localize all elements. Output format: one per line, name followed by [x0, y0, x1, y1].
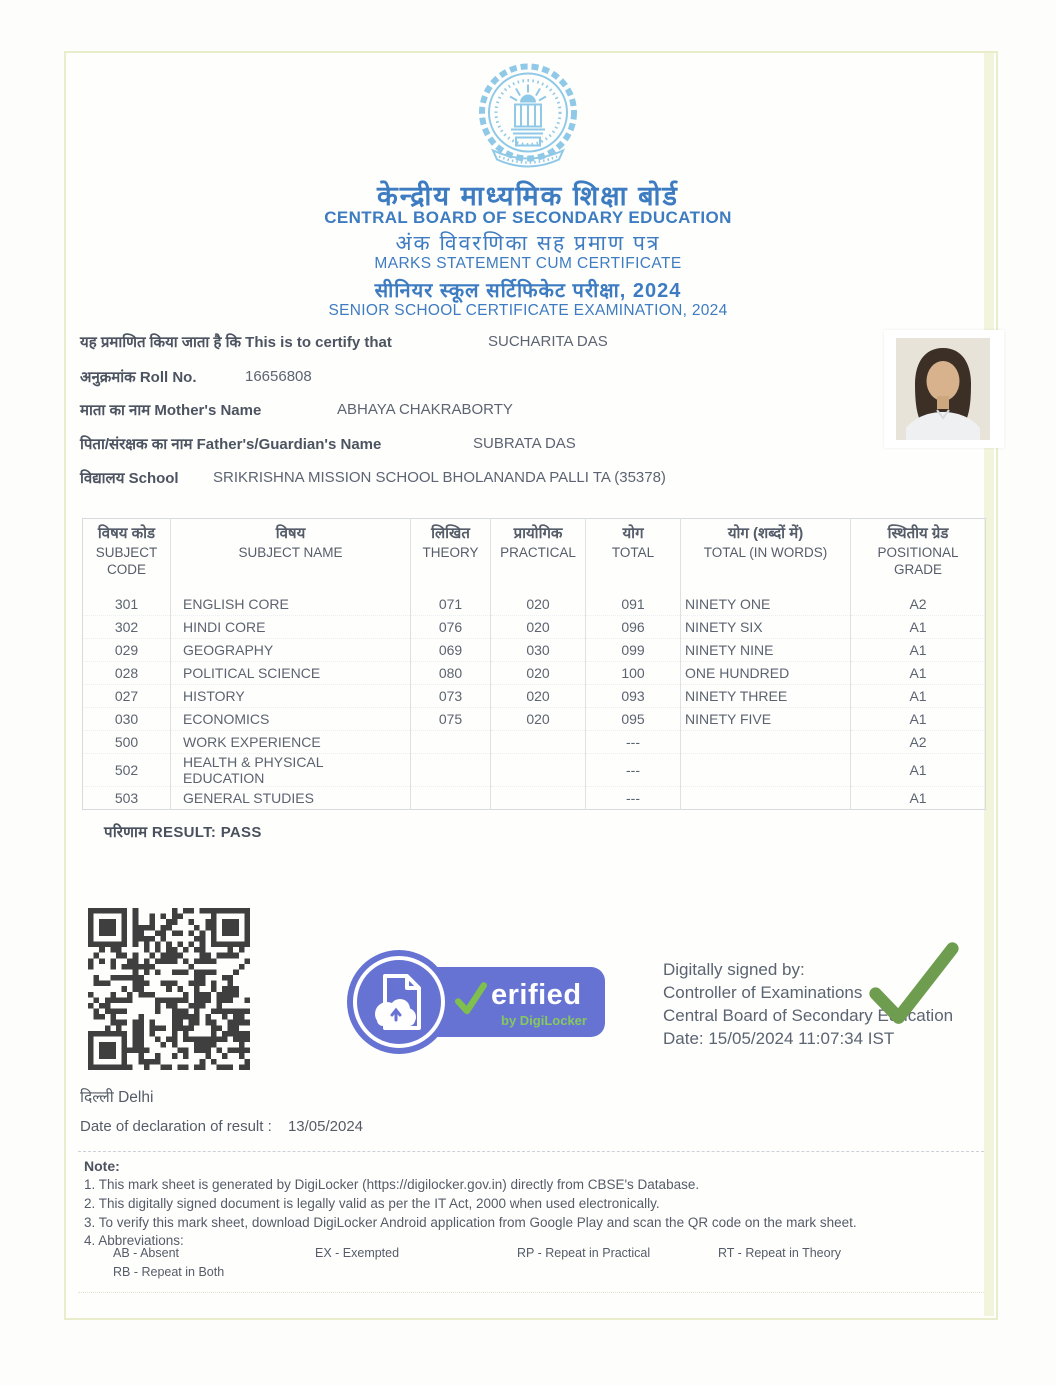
- father-name-label: पिता/संरक्षक का नाम Father's/Guardian's Name: [80, 436, 382, 453]
- cell-practical: 020: [491, 662, 586, 685]
- cell-words: NINETY THREE: [681, 685, 851, 708]
- table-row: [83, 685, 986, 708]
- mother-name-label: माता का नाम Mother's Name: [80, 402, 262, 419]
- verified-check-icon: [455, 982, 487, 1016]
- cell-name: WORK EXPERIENCE: [171, 731, 411, 754]
- cell-code: 028: [83, 662, 171, 685]
- cell-name: GEOGRAPHY: [171, 639, 411, 662]
- table-row: [83, 787, 986, 810]
- signature-date: Date: 15/05/2024 11:07:34 IST: [663, 1029, 895, 1048]
- header-subject-name: विषय SUBJECT NAME: [171, 519, 411, 594]
- cell-total: 091: [586, 593, 681, 616]
- cell-words: ONE HUNDRED: [681, 662, 851, 685]
- cell-practical: [491, 731, 586, 754]
- table-row: [83, 662, 986, 685]
- roll-no-value: 16656808: [245, 368, 312, 385]
- cell-words: NINETY FIVE: [681, 708, 851, 731]
- cell-code: 029: [83, 639, 171, 662]
- certify-label: यह प्रमाणित किया जाता है कि This is to certify that: [80, 334, 392, 351]
- signature-check-icon: [866, 940, 962, 1030]
- declaration-date: 13/05/2024: [287, 1118, 364, 1135]
- cell-grade: A1: [851, 708, 986, 731]
- place-line: दिल्ली Delhi: [80, 1089, 154, 1106]
- cell-name: HINDI CORE: [171, 616, 411, 639]
- cell-name: HISTORY: [171, 685, 411, 708]
- cell-code: 502: [83, 754, 171, 787]
- cell-grade: A1: [851, 616, 986, 639]
- table-row: [83, 754, 986, 787]
- cell-code: 301: [83, 593, 171, 616]
- cell-name: HEALTH & PHYSICAL EDUCATION: [171, 754, 411, 787]
- declaration-line: [80, 1118, 363, 1135]
- cell-practical: [491, 787, 586, 810]
- father-name-value: SUBRATA DAS: [473, 435, 576, 452]
- cell-theory: 076: [411, 616, 491, 639]
- cell-total: ---: [586, 731, 681, 754]
- cell-words: [681, 787, 851, 810]
- signer-organization: Central Board of Secondary Education: [663, 1006, 954, 1025]
- cell-grade: A2: [851, 593, 986, 616]
- student-photo-image: [896, 338, 990, 440]
- note-item-3: 3. To verify this mark sheet, download DigiLocker Android application from Google Play and scan the QR code on the mark sheet.: [84, 1215, 857, 1230]
- cell-total: 099: [586, 639, 681, 662]
- cell-practical: 020: [491, 593, 586, 616]
- marks-table: [82, 518, 986, 810]
- cell-code: 030: [83, 708, 171, 731]
- note-item-4: 4. Abbreviations:: [84, 1233, 184, 1248]
- note-item-1: 1. This mark sheet is generated by DigiLocker (https://digilocker.gov.in) directly from CBSE's Database.: [84, 1177, 700, 1192]
- cell-name: GENERAL STUDIES: [171, 787, 411, 810]
- cell-total: 096: [586, 616, 681, 639]
- note-divider: [78, 1151, 984, 1152]
- cell-words: NINETY ONE: [681, 593, 851, 616]
- cell-grade: A1: [851, 787, 986, 810]
- cell-practical: 020: [491, 708, 586, 731]
- cell-code: 503: [83, 787, 171, 810]
- cell-words: [681, 754, 851, 787]
- student-name: SUCHARITA DAS: [488, 333, 608, 350]
- school-label: विद्यालय School: [80, 470, 179, 487]
- cell-grade: A1: [851, 685, 986, 708]
- cell-code: 027: [83, 685, 171, 708]
- roll-no-label: अनुक्रमांक Roll No.: [80, 369, 197, 386]
- cell-theory: [411, 787, 491, 810]
- cell-practical: [491, 754, 586, 787]
- cell-theory: 069: [411, 639, 491, 662]
- cell-words: [681, 731, 851, 754]
- cell-theory: 071: [411, 593, 491, 616]
- cell-theory: 075: [411, 708, 491, 731]
- header-subject-code: विषय कोड SUBJECT CODE: [95, 525, 158, 577]
- cell-name: POLITICAL SCIENCE: [171, 662, 411, 685]
- cell-words: NINETY NINE: [681, 639, 851, 662]
- by-digilocker-text: by DigiLocker: [501, 1013, 587, 1028]
- cell-theory: 080: [411, 662, 491, 685]
- board-name-hindi: केन्द्रीय माध्यमिक शिक्षा बोर्ड: [377, 181, 679, 211]
- cell-practical: 030: [491, 639, 586, 662]
- digilocker-document-cloud-icon: [347, 950, 451, 1054]
- abbr-ex: EX - Exempted: [315, 1246, 400, 1260]
- cell-code: 302: [83, 616, 171, 639]
- table-row: [83, 639, 986, 662]
- marks-table-body: [83, 593, 986, 810]
- table-row: [83, 593, 986, 616]
- table-row: [83, 731, 986, 754]
- cbse-logo-icon: [463, 62, 593, 178]
- cell-theory: [411, 754, 491, 787]
- doc-title-hindi: अंक विवरणिका सह प्रमाण पत्र: [395, 232, 661, 255]
- cell-theory: [411, 731, 491, 754]
- signer-name: Controller of Examinations: [663, 983, 863, 1002]
- verified-text: erified: [491, 979, 582, 1011]
- school-name-value: SRIKRISHNA MISSION SCHOOL BHOLANANDA PALLI TA (35378): [213, 469, 666, 486]
- cell-grade: A1: [851, 754, 986, 787]
- qr-code: [88, 908, 250, 1070]
- mother-name-value: ABHAYA CHAKRABORTY: [337, 401, 513, 418]
- cell-total: ---: [586, 787, 681, 810]
- header-positional-grade: स्थितीय ग्रेड POSITIONAL GRADE: [851, 519, 986, 594]
- header-practical: प्रायोगिक PRACTICAL: [491, 519, 586, 594]
- cell-words: NINETY SIX: [681, 616, 851, 639]
- abbr-rb: RB - Repeat in Both: [113, 1265, 225, 1279]
- cell-total: 100: [586, 662, 681, 685]
- cell-code: 500: [83, 731, 171, 754]
- digilocker-verified-badge: [347, 950, 605, 1054]
- signed-by-label: Digitally signed by:: [663, 960, 805, 979]
- cell-total: 095: [586, 708, 681, 731]
- abbr-ab: AB - Absent: [113, 1246, 180, 1260]
- cell-practical: 020: [491, 616, 586, 639]
- board-name-english: CENTRAL BOARD OF SECONDARY EDUCATION: [324, 208, 732, 227]
- header-total-in-words: योग (शब्दों में) TOTAL (IN WORDS): [681, 519, 851, 594]
- cell-grade: A1: [851, 639, 986, 662]
- cell-grade: A2: [851, 731, 986, 754]
- cell-total: 093: [586, 685, 681, 708]
- bottom-scan-line: [78, 1292, 984, 1293]
- note-item-2: 2. This digitally signed document is legally valid as per the IT Act, 2000 when used electronically.: [84, 1196, 660, 1211]
- header-total: योग TOTAL: [586, 519, 681, 594]
- exam-title-hindi: सीनियर स्कूल सर्टिफिकेट परीक्षा, 2024: [374, 280, 682, 302]
- abbr-rt: RT - Repeat in Theory: [718, 1246, 841, 1260]
- cell-theory: 073: [411, 685, 491, 708]
- table-row: [83, 708, 986, 731]
- cell-name: ENGLISH CORE: [171, 593, 411, 616]
- header-theory: लिखित THEORY: [411, 519, 491, 594]
- cell-grade: A1: [851, 662, 986, 685]
- student-photo: [884, 330, 1004, 448]
- cell-total: ---: [586, 754, 681, 787]
- exam-title-english: SENIOR SCHOOL CERTIFICATE EXAMINATION, 2024: [328, 302, 728, 319]
- cell-practical: 020: [491, 685, 586, 708]
- declaration-label: Date of declaration of result :: [80, 1118, 272, 1135]
- note-title: Note:: [84, 1158, 120, 1174]
- abbr-rp: RP - Repeat in Practical: [517, 1246, 651, 1260]
- marks-table-header-row: [83, 519, 986, 594]
- cell-name: ECONOMICS: [171, 708, 411, 731]
- result-line: परिणाम RESULT: PASS: [104, 824, 262, 841]
- doc-title-english: MARKS STATEMENT CUM CERTIFICATE: [374, 255, 682, 272]
- table-row: [83, 616, 986, 639]
